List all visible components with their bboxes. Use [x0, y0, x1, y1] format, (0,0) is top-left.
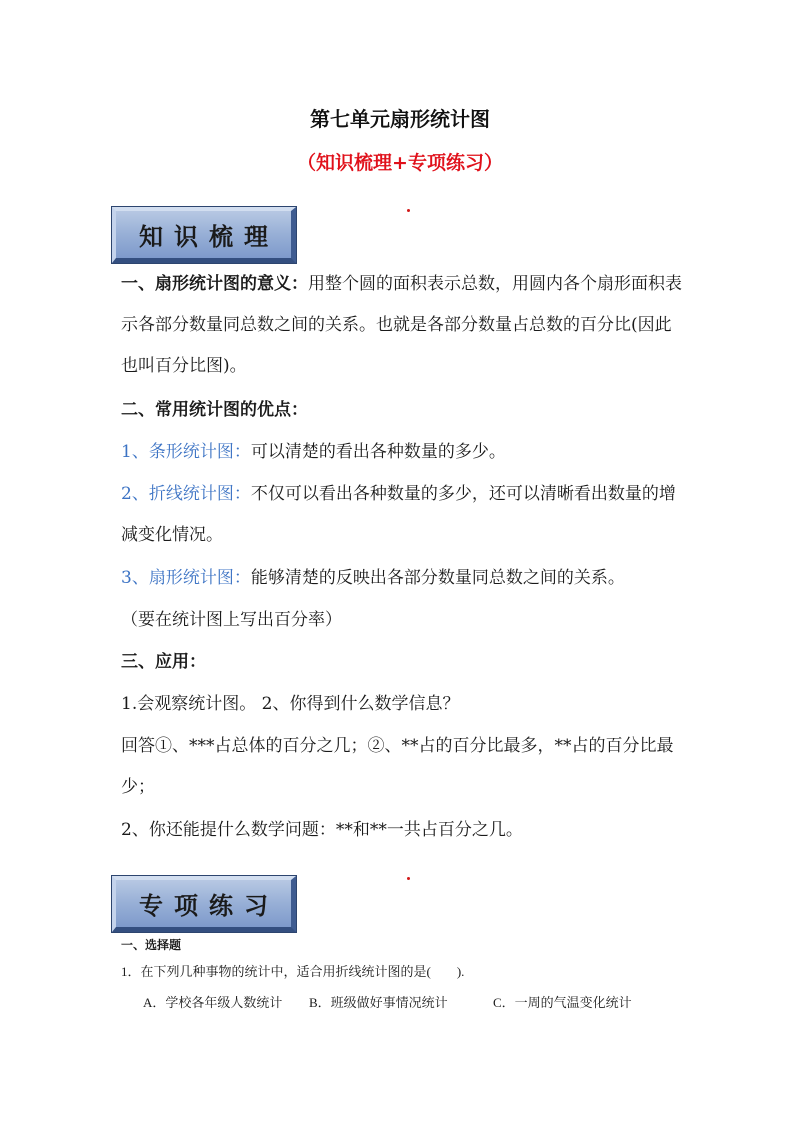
section2-item-1: [121, 432, 686, 473]
section2-heading-line: [121, 390, 686, 431]
item-text: 可以清楚的看出各种数量的多少。: [250, 442, 506, 462]
section1-heading: 一、扇形统计图的意义：: [121, 274, 308, 294]
section3-line2: 回答①、***占总体的百分之几；②、**占的百分比最多，**占的百分比最少；: [121, 736, 674, 797]
practice-banner: [112, 876, 296, 932]
decorative-dot: [407, 877, 410, 880]
section3-line3: 2、你还能提什么数学问题：**和**一共占百分之几。: [121, 820, 523, 840]
practice-section-heading: 一、选择题: [121, 938, 182, 952]
knowledge-banner: [112, 207, 296, 263]
decorative-dot: [407, 209, 410, 212]
section1-paragraph: [121, 264, 686, 387]
item-label: 1、条形统计图：: [121, 442, 251, 462]
section2-note: （要在统计图上写出百分率）: [121, 610, 342, 630]
item-label: 3、扇形统计图：: [121, 568, 251, 588]
section2-item-3: [121, 558, 691, 599]
item-text: 能够清楚的反映出各部分数量同总数之间的关系。: [250, 568, 625, 588]
section3-line1: 1.会观察统计图。 2、你得到什么数学信息？: [121, 694, 460, 714]
section1-body: 用整个圆的面积表示总数，用圆内各个扇形面积表示各部分数量同总数之间的关系。也就是各部分数量占总数的百分比(因此也叫百分比图)。: [121, 274, 682, 376]
option-b: B．班级做好事情况统计: [309, 995, 448, 1010]
section2-heading: 二、常用统计图的优点：: [121, 400, 308, 420]
knowledge-banner-label: 知识梳理: [139, 223, 279, 251]
question-text: 1．在下列几种事物的统计中，适合用折线统计图的是( ).: [121, 964, 465, 979]
page-title: 第七单元扇形统计图: [310, 107, 490, 131]
option-a: A．学校各年级人数统计: [143, 995, 283, 1010]
item-text: 不仅可以看出各种数量的多少，还可以清晰看出数量的增减变化情况。: [121, 484, 676, 545]
section3-heading-line: [121, 642, 686, 683]
practice-banner-label: 专项练习: [139, 892, 279, 920]
item-label: 2、折线统计图：: [121, 484, 251, 504]
page-subtitle: （知识梳理+专项练习）: [297, 152, 503, 174]
option-c: C．一周的气温变化统计: [493, 995, 632, 1010]
section2-item-2: [121, 474, 686, 556]
section3-heading: 三、应用：: [121, 652, 206, 672]
